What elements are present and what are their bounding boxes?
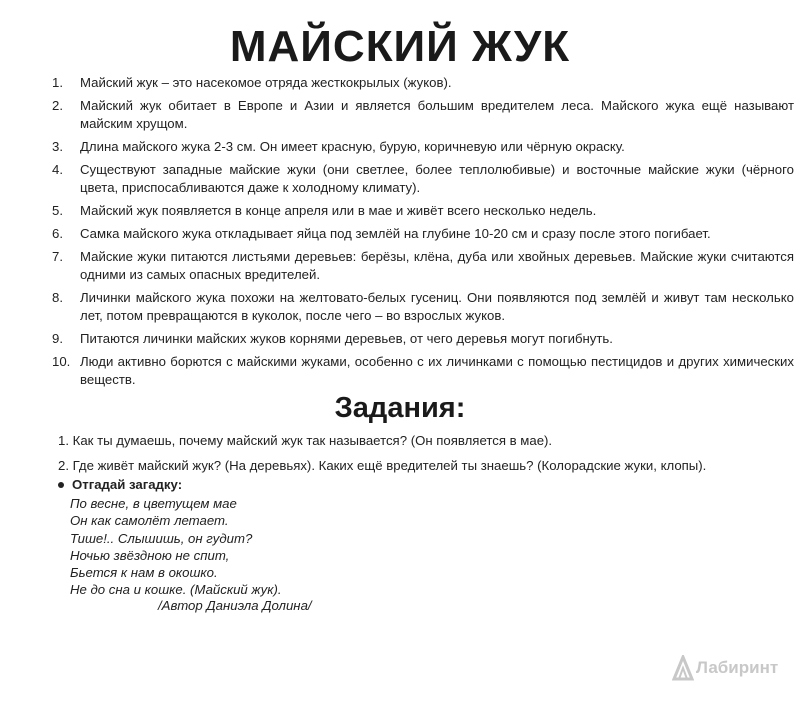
fact-number: 10. <box>52 354 71 369</box>
fact-number: 7. <box>52 249 63 264</box>
fact-item <box>52 138 794 156</box>
fact-text: Существуют западные майские жуки (они светлее, более теплолюбивые) и восточные майские жуки (чёрного цвета, приспосабливаются даже к холодному климату). <box>80 162 794 195</box>
fact-item <box>52 330 794 348</box>
tasks-title: Задания: <box>334 392 466 424</box>
fact-item <box>52 248 794 284</box>
fact-item <box>52 225 794 243</box>
watermark-text: Лабиринт <box>696 658 779 677</box>
labyrinth-logo-icon <box>672 655 694 681</box>
task-item: 1. Как ты думаешь, почему майский жук так называется? (Он появляется в мае). <box>58 433 553 448</box>
fact-number: 8. <box>52 290 63 305</box>
fact-text: Самка майского жука откладывает яйца под землёй на глубине 10-20 см и сразу после этого погибает. <box>80 226 711 241</box>
page-title: МАЙСКИЙ ЖУК <box>229 22 571 71</box>
fact-text: Майский жук появляется в конце апреля или в мае и живёт всего несколько недель. <box>80 203 597 218</box>
fact-text: Питаются личинки майских жуков корнями деревьев, от чего деревья могут погибнуть. <box>80 331 613 346</box>
riddle-poem <box>70 495 282 599</box>
fact-number: 9. <box>52 331 63 346</box>
riddle-heading <box>58 477 182 492</box>
poem-line: По весне, в цветущем мае <box>70 496 237 511</box>
fact-item <box>52 97 794 133</box>
fact-text: Майский жук – это насекомое отряда жесткокрылых (жуков). <box>80 75 452 90</box>
fact-text: Майские жуки питаются листьями деревьев: берёзы, клёна, дуба или хвойных деревьев. Майские жуки считаются одними из самых опасных вредителей. <box>80 249 794 282</box>
fact-item <box>52 161 794 197</box>
task-item: 2. Где живёт майский жук? (На деревьях). Каких ещё вредителей ты знаешь? (Колорадские жуки, клопы). <box>58 458 707 473</box>
poem-line: Ночью звёздною не спит, <box>70 547 230 563</box>
bullet-icon <box>58 482 64 488</box>
fact-number: 2. <box>52 98 63 113</box>
fact-number: 6. <box>52 226 63 241</box>
fact-text: Люди активно борются с майскими жуками, особенно с их личинками с помощью пестицидов и других химических веществ. <box>80 354 794 387</box>
fact-item <box>52 202 794 220</box>
facts-list <box>52 74 794 394</box>
poem-line: Тише!.. Слышишь, он гудит? <box>70 530 253 546</box>
fact-number: 3. <box>52 139 63 154</box>
fact-item <box>52 74 794 92</box>
fact-number: 4. <box>52 162 63 177</box>
fact-item <box>52 289 794 325</box>
poem-line: Не до сна и кошке. (Майский жук). <box>70 582 282 598</box>
fact-item <box>52 353 794 389</box>
poem-line: Он как самолёт летает. <box>70 513 229 529</box>
fact-text: Майский жук обитает в Европе и Азии и является большим вредителем леса. Майского жука ещё называют майским хрущом. <box>80 98 794 131</box>
poem-author: /Автор Даниэла Долина/ <box>158 598 312 613</box>
fact-number: 5. <box>52 203 63 218</box>
riddle-heading-text: Отгадай загадку: <box>72 477 183 492</box>
fact-text: Личинки майского жука похожи на желтовато-белых гусениц. Они появляются под землёй и живут там несколько лет, потом превращаются в куколок, после чего – во взрослых жуков. <box>80 290 794 323</box>
watermark <box>672 655 778 681</box>
tasks-list <box>58 432 788 482</box>
fact-number: 1. <box>52 75 63 90</box>
poem-line: Бьется к нам в окошко. <box>70 565 218 581</box>
fact-text: Длина майского жука 2-3 см. Он имеет красную, бурую, коричневую или чёрную окраску. <box>80 139 625 154</box>
